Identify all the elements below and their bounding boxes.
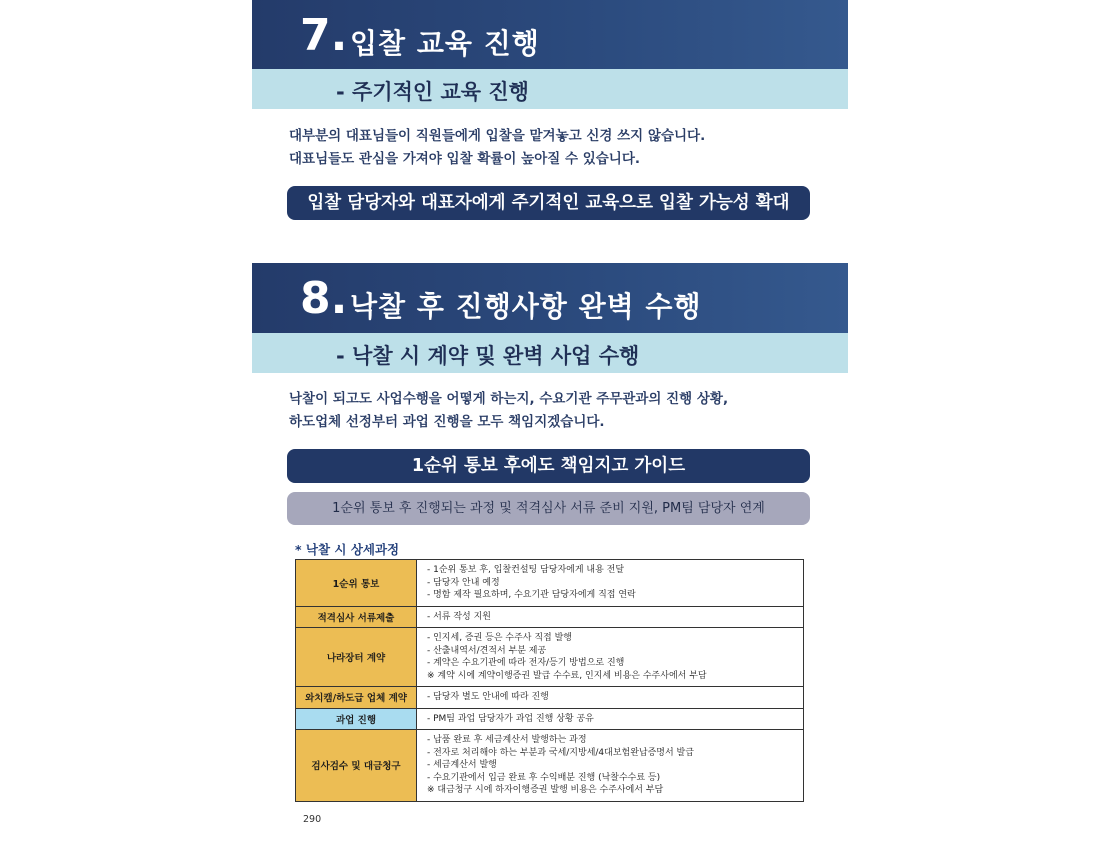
desc-cell [417, 606, 804, 628]
table-row [296, 730, 804, 802]
section8-subtitle-bar [252, 333, 848, 373]
paragraph-line: 대부분의 대표님들이 직원들에게 입찰을 맡겨놓고 신경 쓰지 않습니다. [289, 128, 706, 144]
process-table [295, 559, 804, 802]
section8-sub-highlight: 1순위 통보 후 진행되는 과정 및 적격심사 서류 준비 지원, PM팀 담당자 연계 [287, 492, 810, 525]
section7-highlight: 입찰 담당자와 대표자에게 주기적인 교육으로 입찰 가능성 확대 [287, 186, 810, 220]
desc-line: - 담당자 별도 안내에 따라 진행 [427, 692, 549, 702]
desc-line: ※ 계약 시에 계약이행증권 발급 수수료, 인지세 비용은 수주사에서 부담 [427, 670, 707, 681]
desc-line: - 1순위 통보 후, 입찰컨설팅 담당자에게 내용 전달 [427, 565, 625, 575]
desc-cell [417, 730, 804, 802]
desc-cell [417, 687, 804, 709]
section7-banner [252, 0, 848, 70]
desc-line: ※ 대금청구 시에 하자이행증권 발행 비용은 수주사에서 부담 [427, 785, 664, 795]
desc-line: - 계약은 수요기관에 따라 전자/등기 방법으로 진행 [427, 658, 625, 668]
desc-line: - PM팀 과업 담당자가 과업 진행 상황 공유 [427, 713, 594, 724]
table-row [296, 687, 804, 709]
stage-cell: 1순위 통보 [296, 560, 417, 607]
section7-title: 입찰 교육 진행 [350, 27, 540, 60]
table-row [296, 628, 804, 687]
stage-cell: 나라장터 계약 [296, 628, 417, 687]
desc-cell [417, 628, 804, 687]
desc-line: - 산출내역서/견적서 부분 제공 [427, 645, 547, 656]
stage-cell: 검사검수 및 대금청구 [296, 730, 417, 802]
page-number: 290 [303, 814, 322, 825]
section7-paragraph [289, 125, 705, 171]
stage-cell: 적격심사 서류제출 [296, 606, 417, 628]
desc-line: - 세금계산서 발행 [427, 760, 497, 770]
desc-line: - 납품 완료 후 세금계산서 발행하는 과정 [427, 735, 587, 745]
table-row [296, 708, 804, 730]
desc-line: - 서류 작성 지원 [427, 611, 491, 622]
process-title: * 낙찰 시 상세과정 [295, 542, 400, 557]
table-row [296, 606, 804, 628]
section7-subtitle-bar [252, 69, 848, 109]
paragraph-line: 낙찰이 되고도 사업수행을 어떻게 하는지, 수요기관 주무관과의 진행 상황, [289, 391, 729, 407]
stage-cell: 와치캠/하도급 업체 계약 [296, 687, 417, 709]
desc-line: - 명함 제작 필요하며, 수요기관 담당자에게 직접 연락 [427, 590, 636, 600]
desc-line: - 수요기관에서 입금 완료 후 수익배분 진행 (낙찰수수료 등) [427, 772, 661, 783]
section7-subtitle: - 주기적인 교육 진행 [336, 80, 529, 104]
section8-paragraph [289, 388, 728, 434]
paragraph-line: 하도업체 선정부터 과업 진행을 모두 책임지겠습니다. [289, 414, 605, 430]
stage-cell-active: 과업 진행 [296, 708, 417, 730]
section8-banner [252, 263, 848, 333]
desc-cell [417, 708, 804, 730]
section8-highlight: 1순위 통보 후에도 책임지고 가이드 [287, 449, 810, 483]
desc-cell [417, 560, 804, 607]
section8-title: 낙찰 후 진행사항 완벽 수행 [350, 290, 702, 323]
desc-line: - 인지세, 증권 등은 수주사 직접 발행 [427, 633, 572, 643]
section8-subtitle: - 낙찰 시 계약 및 완벽 사업 수행 [336, 344, 640, 368]
section7-number: 7. [300, 10, 348, 61]
desc-line: - 전자로 처리해야 하는 부분과 국세/지방세/4대보험완납증명서 발급 [427, 747, 694, 758]
table-row [296, 560, 804, 607]
paragraph-line: 대표님들도 관심을 가져야 입찰 확률이 높아질 수 있습니다. [289, 151, 641, 167]
section8-number: 8. [300, 273, 348, 324]
desc-line: - 담당자 안내 예정 [427, 577, 500, 588]
